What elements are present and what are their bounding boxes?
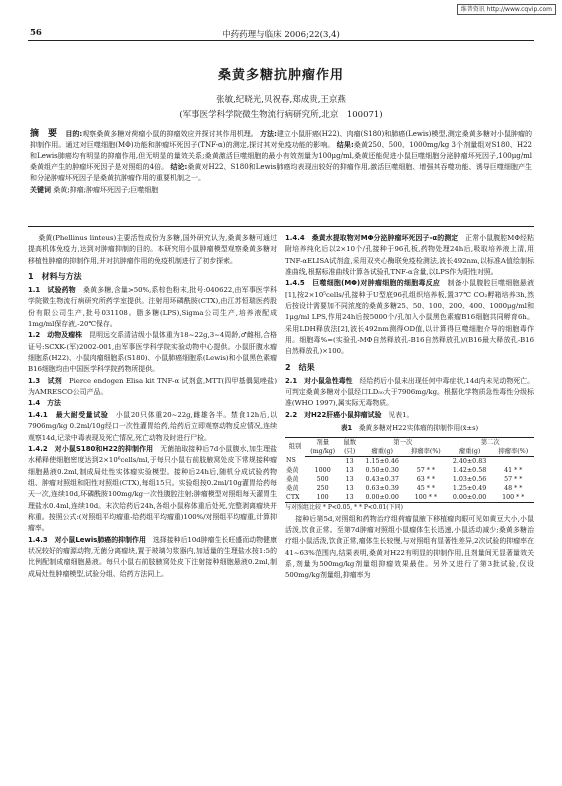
- cell-rate-2: 57 * *: [504, 475, 523, 483]
- text-1-2: 昆明远交系清洁级小鼠体重为18~22g,3~4周龄,♂雌相,合格证号:SCXK-(军)2002-001,由军事医学科学院实验动物中心提供。小鼠肝腹水瘤细胞系(H22)、小鼠肉瘤细胞系(S180)、小鼠肺癌细胞系(Lewis)和小鼠黑色素瘤B16细胞均由中国医学科学院药物所提供。: [28, 331, 278, 374]
- cell-group: 桑黄: [286, 466, 299, 474]
- table-row: [285, 456, 534, 466]
- cell-dose: 1000: [314, 466, 331, 474]
- intro-paragraph: 桑黄(Phellinus linteus)主要活性成份为多糖,国外研究认为,桑黄多糖可通过提高机体免疫力,达到对肿瘤抑制的目的。本研究用小鼠肿瘤模型观察桑黄多糖对移植性肿瘤的抑制作用,并对抗肿瘤作用的免疫机制进行了初步探索。: [28, 234, 277, 265]
- results-paragraph: 接种后第5d,对照组和药物治疗组荷瘤鼠腋下移植瘤肉眼可见如黄豆大小,小鼠活泼,饮食正常。至第7d肿瘤对照组小鼠瘤体生长迅速,小鼠活动减少;桑黄多糖治疗组小鼠活泼,饮食正常,瘤体生长较慢,与对照组有显著性差异,2次试验的抑瘤率在41~63%范围内,结果表明,桑黄对H22有明显的抑制作用,且剂量间无显著量效关系,剂量为500mg/kg剂量组抑瘤效果最佳。另外又进行了第3批试验,仅设500mg/kg剂量组,抑瘤率为: [285, 514, 534, 580]
- cell-rate-2: 41 * *: [504, 466, 523, 474]
- cell-weight-2: 1.03±0.56: [452, 475, 487, 483]
- cell-rate-1: 45 * *: [416, 484, 436, 492]
- para-1-4: [28, 398, 277, 409]
- cell-rate-2: 100 * *: [493, 493, 534, 503]
- para-2-2: [285, 410, 534, 421]
- text-1-4-2: 无菌抽取接种后7d小鼠腹水,加生理盐水稀释使细胞密度达到2×10⁶cells/ml,于每只小鼠右前肢腋窝处皮下常规接种瘤细胞悬液0.2ml,制成局灶性实体瘤实验模型。接种后24h后,随机分成试验药物组、肿瘤对照组和阳性对照组(CTX),每组15只。实验组按0.2ml/10g灌胃给药每天一次,连续10d,环磷酰胺100mg/kg一次性腹腔注射;肿瘤模型对照组每天灌胃生理盐水0.4ml,连续10d。末次给药后24h,各组小鼠称体重后处死,完整剥离瘤块并称重。按照公式:(对照组平均瘤重-给药组平均瘤重)100%/对照组平均瘤重,计算抑瘤率。: [28, 444, 278, 533]
- cell-weight-2: 1.25±0.49: [452, 484, 487, 492]
- subheading-1-4-4: 1.4.4 桑黄水提取物对MΦ分泌肿瘤坏死因子-α的测定: [285, 234, 459, 242]
- cell-dose: 100: [305, 493, 340, 503]
- author-list: 张敏,纪晓光,贝祝春,郑成贵,王京燕: [216, 95, 346, 105]
- table-title: 桑黄多糖对H22实体瘤的抑制作用(x̄±s): [358, 424, 479, 433]
- cell-weight-2: 1.42±0.58: [452, 466, 487, 474]
- abstract-method: 建立小鼠肝癌(H22)、肉瘤(S180)和肺癌(Lewis)模型,测定桑黄多糖对小鼠肿瘤的抑制作用。通过对巨噬细胞(MΦ)功能和肿瘤坏死因子(TNF-α)的测定,探讨其对免疫功能的影响。: [30, 130, 532, 149]
- table-row: [285, 484, 534, 493]
- article-title: 桑黄多糖抗肿瘤作用: [217, 68, 344, 83]
- keywords-line: [30, 185, 532, 196]
- cell-weight-1: 0.63±0.39: [365, 484, 399, 492]
- th-rate-2: 抑瘤率(%): [493, 447, 534, 457]
- cell-dose: [305, 456, 340, 466]
- abstract-result-label: 结果:: [336, 141, 354, 149]
- para-1-3: [28, 376, 277, 399]
- abstract-divider: [28, 226, 534, 227]
- para-1-4-5: [285, 278, 534, 357]
- cell-weight-1: 0.50±0.30: [365, 466, 399, 474]
- abstract-method-label: 方法:: [260, 130, 277, 138]
- cell-rate-1: 63 * *: [416, 475, 436, 483]
- para-2-1: [285, 376, 534, 410]
- abstract-objective-label: 目的:: [65, 130, 83, 138]
- cell-weight-1: 1.15±0.46: [365, 457, 399, 465]
- abstract-conclusion-label: 结论:: [170, 163, 188, 171]
- affiliation: (军事医学科学院微生物流行病研究所,北京 100071): [179, 110, 383, 120]
- cell-n: 13: [340, 493, 359, 503]
- para-1-4-4: [285, 233, 534, 278]
- table-caption: [285, 423, 534, 434]
- subheading-1-2: 1.2 动物及瘤株: [28, 331, 83, 340]
- section-heading-materials: 1 材料与方法: [28, 272, 82, 282]
- para-1-4-1: [28, 410, 277, 444]
- keywords: 桑黄;抑瘤;肿瘤坏死因子;巨噬细胞: [53, 186, 159, 194]
- cell-rate-2: [493, 456, 534, 466]
- th-n: 鼠数: [340, 437, 359, 447]
- text-1-4-1: 小鼠20只体重20~22g,雌雄各半。禁食12h后,以7906mg/kg 0.2ml/10g经口一次性灌胃给药,给药后立即观察动物反应情况,连续观察14d,记录中毒表现及死亡情况,死亡动物及时进行尸检。: [28, 410, 278, 442]
- para-1-2: [28, 330, 277, 375]
- para-1-4-2: [28, 444, 277, 535]
- text-1-3: Pierce endogen Elisa kit TNF-α 试剂盒,MTT(四甲基偶氮唑盐)为AMRESCO公司产品。: [28, 376, 278, 397]
- cell-weight-1: 0.43±0.37: [365, 475, 399, 483]
- running-header: [28, 24, 534, 41]
- table-row: [285, 466, 534, 475]
- abstract-conclusion: 桑黄对H22、S180和Lewis肺癌均表现出较好的抑瘤作用,激活巨噬细胞、增强其吞噬功能、诱导巨噬细胞产生和分泌肿瘤坏死因子是桑黄抗肿瘤作用的重要机制之一。: [30, 163, 532, 182]
- subheading-1-1: 1.1 试验药物: [28, 286, 76, 295]
- subheading-2-1: 2.1 对小鼠急性毒性: [285, 376, 353, 385]
- text-1-4-3: 选择接种后10d肿瘤生长旺盛而动物健康状况较好的瘤源动物,无菌分离瘤块,置于玻璃匀浆器内,加适量的生理盐水按1:5的比例配制成瘤细胞悬液。每只小鼠右前肢腋窝处皮下注射接种细胞悬液0.2ml,制成局灶性肿瘤模型,试验分组、给药方法同上。: [28, 535, 277, 578]
- subheading-2-2: 2.2 对H22肝癌小鼠抑瘤试验: [285, 410, 382, 419]
- text-1-1: 桑黄多糖,含量>50%,系棕色粉末,批号:040622,由军事医学科学院微生物流行病研究所药学室提供。注射用环磷酰胺(CTX),由江苏恒瑞医药股份有限公司生产,批号031108。脂多糖(LPS),Sigma公司生产,培养液配成1mg/ml保存液,-20℃保存。: [28, 286, 278, 329]
- subheading-1-4-1: 1.4.1 最大耐受量试验: [28, 410, 109, 419]
- table-footnote: 与对照组比较 * P<0.05, * * P<0.01(下同): [285, 503, 403, 511]
- table-number: 表1: [340, 424, 353, 433]
- cell-rate-2: 48 * *: [504, 484, 523, 492]
- th-weight-1: 瘤重(g): [359, 447, 405, 457]
- cell-n: 13: [345, 484, 354, 492]
- th-rate-1: 抑瘤率(%): [405, 447, 446, 457]
- cell-group: 桑黄: [286, 484, 299, 492]
- th-group: 组别: [285, 437, 305, 456]
- th-weight-2: 瘤重(g): [447, 447, 493, 457]
- cell-rate-1: [405, 456, 446, 466]
- th-batch2: 第二次: [447, 437, 534, 447]
- cell-weight-2: 0.00±0.00: [447, 493, 493, 503]
- section-heading-results: 2 结果: [285, 362, 315, 372]
- text-2-1: 经给药后小鼠未出现任何中毒症状,14d内未见动物死亡。可判定桑黄多糖对小鼠经口LD₅₀大于7906mg/kg。根据化学物质急性毒性分级标准(WHO 1997),属实际无毒物质。: [285, 376, 534, 408]
- cell-rate-1: 100 * *: [405, 493, 446, 503]
- cell-dose: 250: [316, 484, 329, 492]
- table-row: [285, 493, 534, 503]
- cell-rate-1: 57 * *: [416, 466, 436, 474]
- tumor-inhibition-table: [285, 437, 534, 503]
- cell-weight-1: 0.00±0.00: [359, 493, 405, 503]
- para-1-1: [28, 285, 277, 330]
- table-row: [285, 475, 534, 484]
- cell-weight-2: 2.40±0.83: [452, 457, 487, 465]
- subheading-1-3: 1.3 试剂: [28, 376, 62, 385]
- subheading-1-4-2: 1.4.2 对小鼠S180和H22的抑制作用: [28, 444, 154, 453]
- text-1-4-5: 制备小鼠腹腔巨噬细胞悬液[1],按2×10⁵cells/孔接种于U型底96孔组织培养板,置37℃ CO₂孵箱培养3h,然后按设计需要加不同浓度的桑黄多糖25、50、100、200、400、1000μg/ml和1μg/ml LPS,作用24h后按5000个/孔加入小鼠黑色素瘤B16细胞共同孵育6h。采用LDH释放法[2],波长492nm测得OD值,以计算得巨噬细胞介导的细胞毒作用。细胞毒%=(实验孔-MΦ自然释放孔-B16自然释放孔)/(B16最大释放孔-B16自然释放孔)×100。: [285, 279, 535, 356]
- source-stamp: 维普资讯 http://www.cqvip.com: [457, 4, 556, 15]
- text-1-4-4: 正常小鼠腹腔MΦ经粘附培养纯化后以2×10个/孔接种于96孔板,药物处理24h后,吸取培养液上清,用TNF-αELISA试剂盒,采用双夹心酶联免疫检测法,波长492nm,以标准A值绘制标准曲线,根据标准曲线计算各试验孔TNF-α含量,以LPS作为阳性对照。: [285, 234, 534, 277]
- text-2-2: 见表1。: [388, 410, 414, 419]
- cell-n: 13: [345, 475, 354, 483]
- abstract-objective: 观察桑黄多糖对荷瘤小鼠的抑瘤效应并探讨其作用机理。: [82, 130, 258, 138]
- abstract-result: 桑黄250、500、1000mg/kg 3个剂量组对S180、H22和Lewis肺癌均有明显的抑瘤作用,但无明显的量效关系;桑黄激活巨噬细胞的最小有效剂量为100μg/ml,桑黄还能促进小鼠巨噬细胞分泌肿瘤坏死因子,100μg/ml桑黄组产生的肿瘤坏死因子是对照组的4倍。: [30, 141, 532, 171]
- cell-group: NS: [286, 457, 296, 465]
- th-batch1: 第一次: [359, 437, 446, 447]
- right-column: [285, 233, 534, 582]
- th-dose-unit: (mg/kg): [305, 447, 340, 457]
- subheading-1-4-3: 1.4.3 对小鼠Lewis肺癌的抑制作用: [28, 535, 146, 544]
- cell-group: 桑黄: [286, 475, 299, 483]
- abstract: [30, 126, 532, 196]
- para-1-4-3: [28, 535, 277, 580]
- abstract-label: 摘 要: [30, 129, 58, 139]
- cell-dose: 500: [316, 475, 329, 483]
- th-n-unit: (只): [340, 447, 359, 457]
- cell-group: CTX: [285, 493, 305, 503]
- left-column: [28, 233, 277, 580]
- journal-citation: 中药药理与临床 2006;22(3,4): [222, 30, 340, 40]
- cell-n: 13: [345, 466, 354, 474]
- cell-n: 13: [345, 457, 354, 465]
- keywords-label: 关键词: [30, 186, 51, 194]
- subheading-1-4-5: 1.4.5 巨噬细胞(MΦ)对肿瘤细胞的细胞毒反应: [285, 279, 441, 288]
- page-number: 56: [30, 28, 42, 38]
- subheading-1-4: 1.4 方法: [28, 399, 61, 408]
- th-dose: 剂量: [305, 437, 340, 447]
